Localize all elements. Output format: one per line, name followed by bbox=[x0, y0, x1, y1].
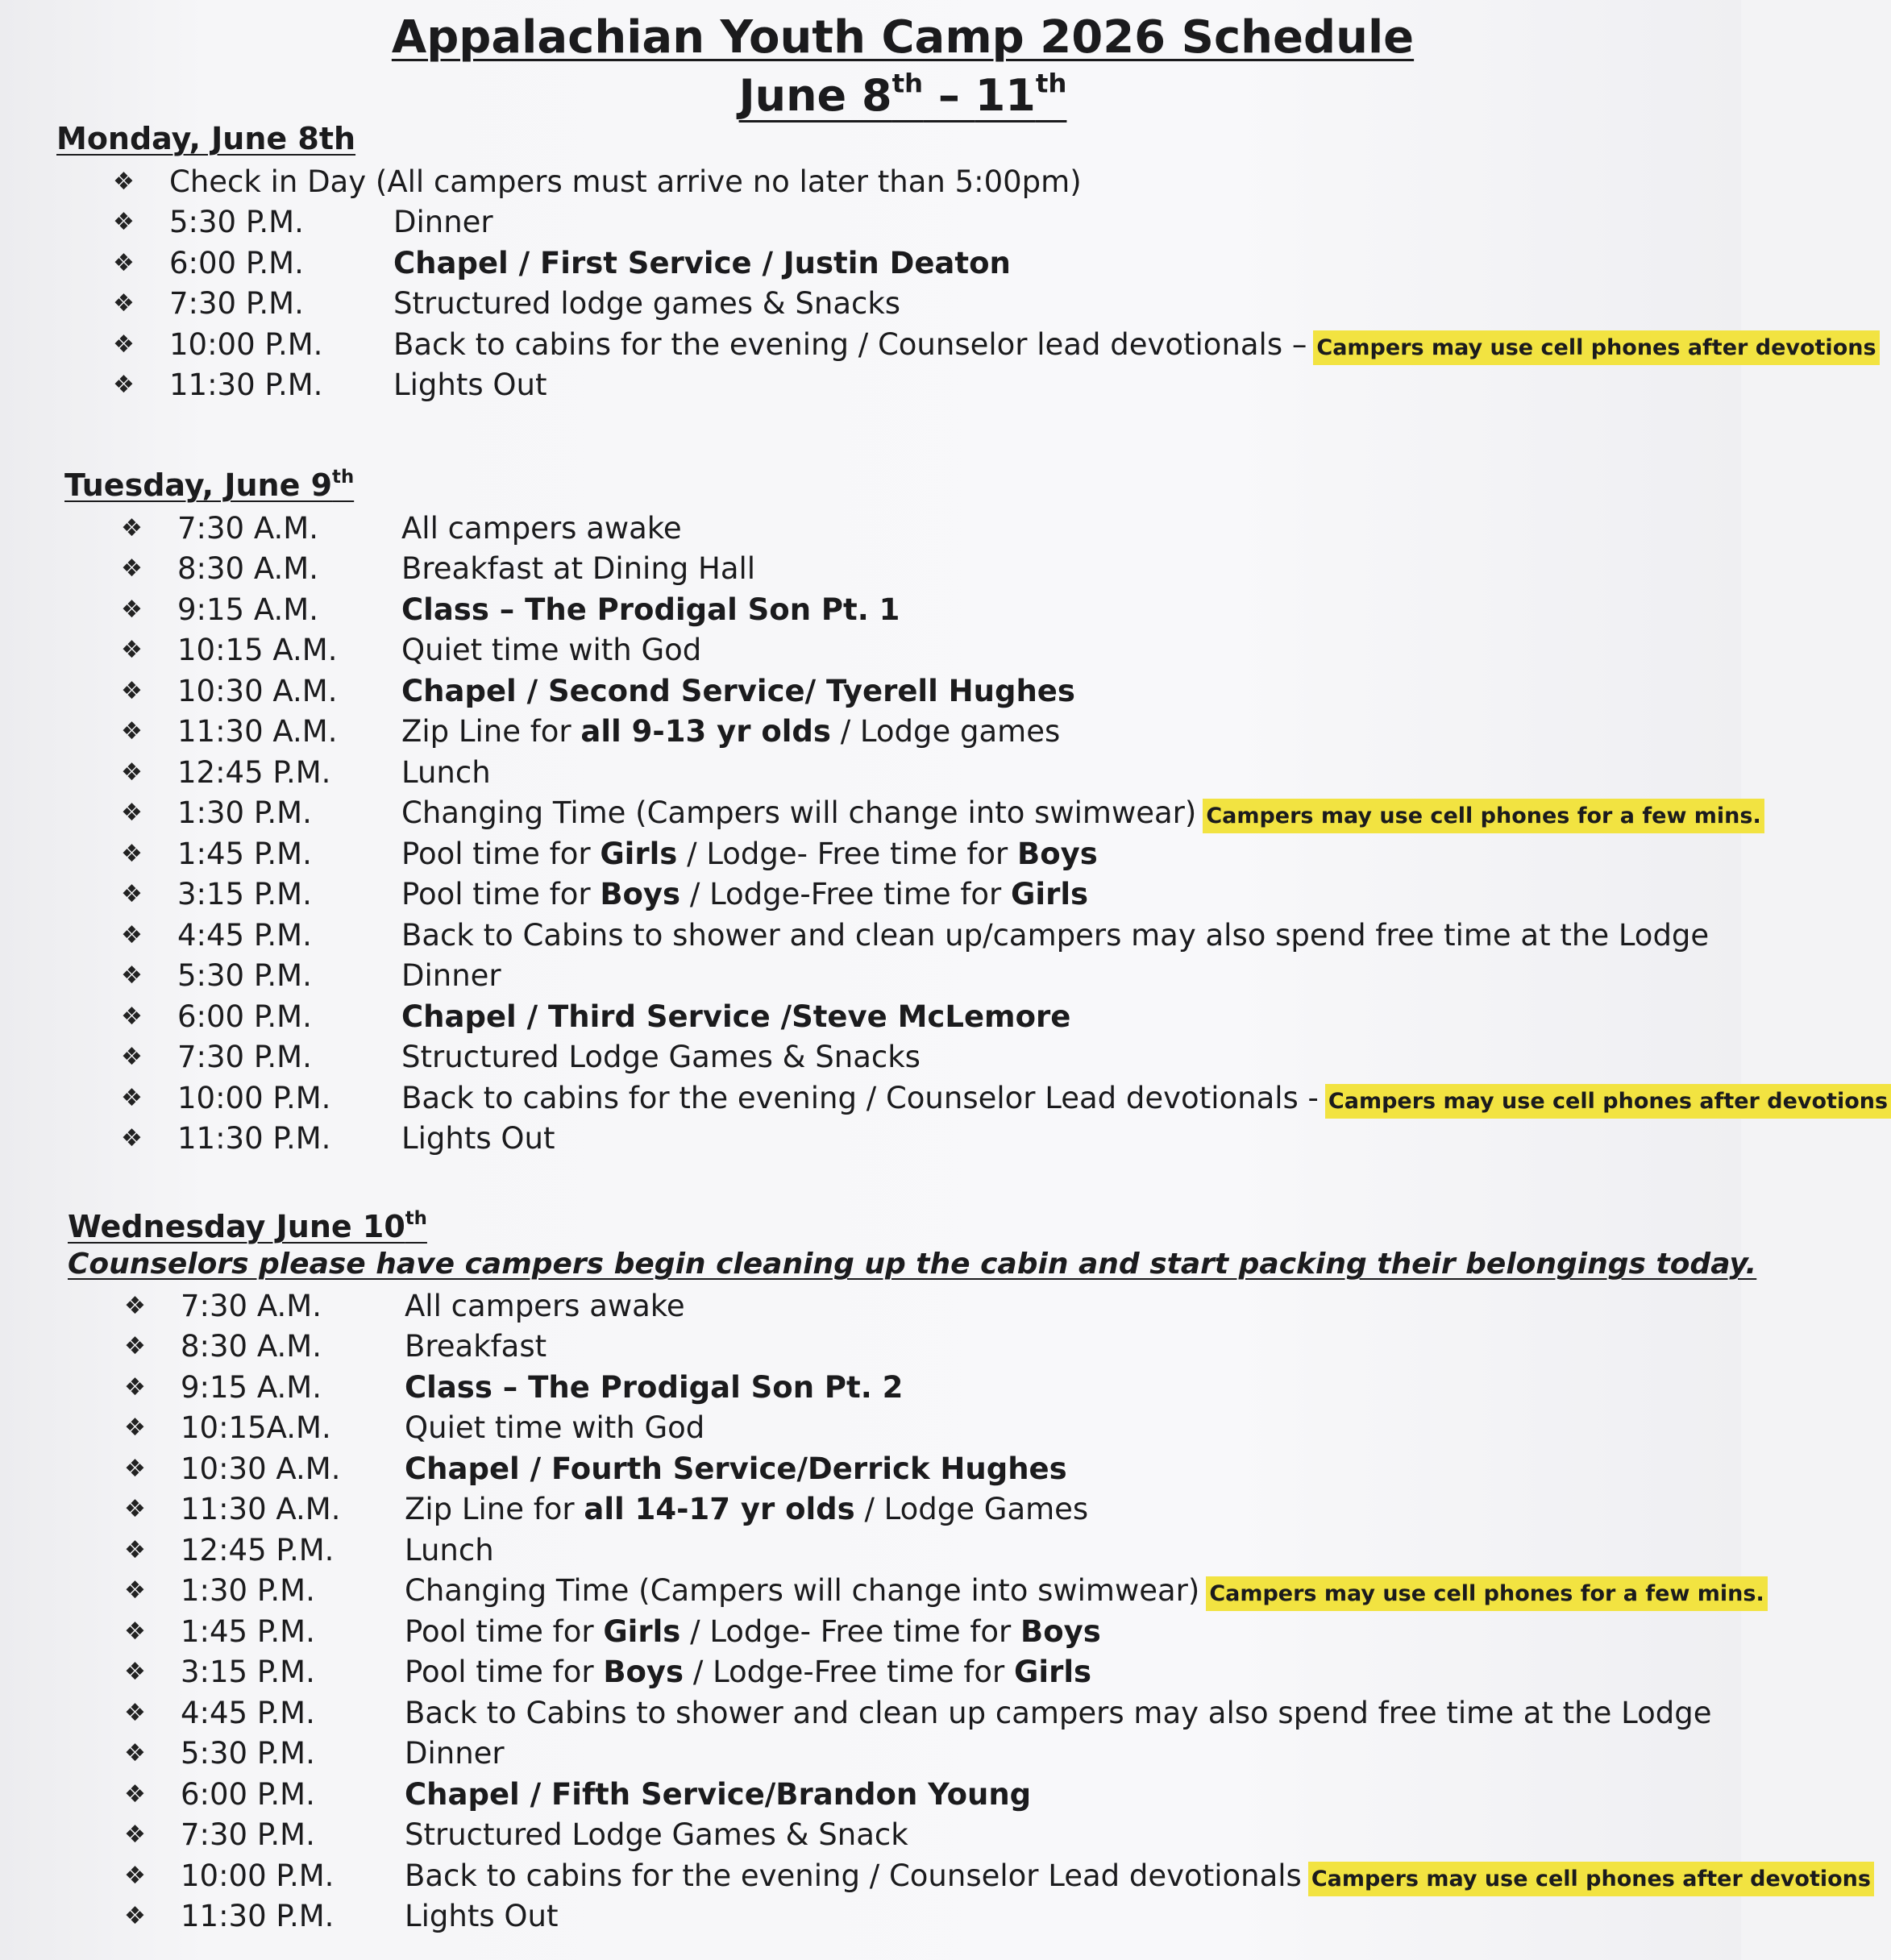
description-text: All campers awake bbox=[405, 1288, 685, 1323]
schedule-time: 6:00 P.M. bbox=[169, 245, 304, 280]
date-end: 11 bbox=[975, 70, 1036, 121]
schedule-item bbox=[64, 589, 1891, 630]
day-heading bbox=[64, 467, 354, 503]
schedule-description bbox=[401, 755, 491, 790]
bullet-icon: ❖ bbox=[124, 1617, 146, 1646]
day-heading-sup: th bbox=[332, 467, 355, 488]
emphasis-text: Class – The Prodigal Son Pt. 1 bbox=[401, 592, 900, 627]
schedule-description bbox=[401, 714, 1060, 749]
schedule-description bbox=[405, 1696, 1711, 1730]
date-end-sup: th bbox=[1035, 68, 1067, 99]
title-block bbox=[0, 11, 1741, 121]
schedule-description bbox=[405, 1777, 1031, 1812]
date-range-text bbox=[739, 70, 1067, 121]
description-text: / Lodge-Free time for bbox=[684, 1655, 1015, 1690]
schedule-description bbox=[401, 918, 1709, 953]
schedule-item bbox=[64, 874, 1891, 916]
counselor-note: Counselors please have campers begin cleaning up the cabin and start packing their belongings today. bbox=[68, 1248, 1757, 1281]
phone-notice-highlight: Campers may use cell phones for a few mins. bbox=[1206, 1576, 1767, 1611]
description-text: Changing Time (Campers will change into swimwear) bbox=[401, 795, 1197, 831]
schedule-item bbox=[64, 996, 1891, 1037]
schedule-item bbox=[64, 752, 1891, 793]
bullet-icon: ❖ bbox=[124, 1576, 146, 1605]
checkin-text: Check in Day (All campers must arrive no later than 5:00pm) bbox=[169, 164, 1082, 199]
schedule-time: 3:15 P.M. bbox=[181, 1655, 315, 1690]
schedule-time: 12:45 P.M. bbox=[177, 754, 331, 790]
emphasis-text: Chapel / Third Service /Steve McLemore bbox=[401, 999, 1071, 1034]
phone-notice-highlight: Campers may use cell phones after devotions bbox=[1325, 1084, 1891, 1119]
schedule-description bbox=[401, 999, 1070, 1034]
bullet-icon: ❖ bbox=[121, 717, 143, 746]
schedule-item bbox=[68, 1448, 1874, 1489]
schedule-item bbox=[68, 1367, 1874, 1408]
description-text: / Lodge- Free time for bbox=[680, 1613, 1021, 1649]
schedule-item bbox=[64, 793, 1891, 834]
schedule-description bbox=[405, 1289, 685, 1323]
schedule-item bbox=[64, 1037, 1891, 1078]
emphasis-text: all 9-13 yr olds bbox=[580, 714, 831, 750]
schedule-time: 10:30 A.M. bbox=[177, 673, 338, 708]
schedule-item bbox=[68, 1896, 1874, 1937]
description-text: Back to cabins for the evening / Counselor Lead devotionals bbox=[405, 1858, 1302, 1893]
schedule-description bbox=[393, 205, 493, 239]
schedule-time: 5:30 P.M. bbox=[181, 1736, 315, 1771]
schedule-item bbox=[68, 1408, 1874, 1449]
schedule-item bbox=[64, 833, 1891, 874]
bullet-icon: ❖ bbox=[121, 554, 143, 583]
schedule-description bbox=[401, 592, 900, 627]
schedule-description bbox=[393, 368, 547, 402]
bullet-icon: ❖ bbox=[121, 1043, 143, 1072]
day-section-wednesday bbox=[68, 1209, 1874, 1937]
description-text: All campers awake bbox=[401, 510, 682, 546]
schedule-time: 10:00 P.M. bbox=[169, 326, 323, 362]
bullet-icon: ❖ bbox=[121, 961, 143, 990]
schedule-description bbox=[405, 1492, 1088, 1526]
day-heading-text: Tuesday, June 9 bbox=[64, 467, 333, 503]
emphasis-text: Girls bbox=[603, 1613, 681, 1649]
schedule-item bbox=[64, 712, 1891, 753]
page-title: Appalachian Youth Camp 2026 Schedule bbox=[391, 11, 1415, 64]
phone-notice-highlight: Campers may use cell phones after devotions bbox=[1308, 1862, 1874, 1896]
schedule-item bbox=[68, 1855, 1874, 1896]
emphasis-text: Boys bbox=[1020, 1613, 1101, 1649]
bullet-icon: ❖ bbox=[121, 758, 143, 787]
description-text: Changing Time (Campers will change into swimwear) bbox=[405, 1573, 1200, 1609]
bullet-icon: ❖ bbox=[124, 1821, 146, 1850]
emphasis-text: all 14-17 yr olds bbox=[584, 1492, 855, 1527]
bullet-icon: ❖ bbox=[121, 920, 143, 949]
description-text: / Lodge- Free time for bbox=[677, 836, 1018, 871]
schedule-description bbox=[401, 795, 1764, 830]
schedule-item bbox=[64, 1119, 1891, 1160]
bullet-icon: ❖ bbox=[121, 513, 143, 542]
bullet-icon: ❖ bbox=[121, 595, 143, 624]
schedule-description bbox=[405, 1817, 908, 1852]
description-text: Zip Line for bbox=[405, 1492, 584, 1527]
description-text: Zip Line for bbox=[401, 714, 581, 750]
description-text: Back to cabins for the evening / Counselor Lead devotionals - bbox=[401, 1080, 1319, 1115]
schedule-description bbox=[401, 674, 1075, 708]
schedule-item bbox=[68, 1327, 1874, 1368]
bullet-icon: ❖ bbox=[121, 1002, 143, 1031]
emphasis-text: Boys bbox=[1017, 836, 1098, 871]
bullet-icon: ❖ bbox=[124, 1779, 146, 1808]
schedule-time: 10:15A.M. bbox=[181, 1410, 331, 1446]
schedule-time: 9:15 A.M. bbox=[181, 1369, 322, 1405]
phone-notice-highlight: Campers may use cell phones for a few mins. bbox=[1203, 799, 1764, 833]
schedule-time: 10:30 A.M. bbox=[181, 1451, 341, 1486]
schedule-description bbox=[401, 633, 701, 667]
schedule-time: 1:30 P.M. bbox=[181, 1573, 315, 1609]
bullet-icon: ❖ bbox=[121, 1083, 143, 1112]
description-text: Quiet time with God bbox=[401, 633, 702, 668]
schedule-description bbox=[401, 1040, 921, 1074]
schedule-item bbox=[64, 915, 1891, 956]
description-text: Structured Lodge Games & Snack bbox=[405, 1817, 908, 1853]
schedule-description bbox=[405, 1614, 1101, 1649]
schedule-description bbox=[405, 1410, 704, 1445]
day-heading-text: Monday, June 8th bbox=[56, 121, 356, 156]
schedule-time: 3:15 P.M. bbox=[177, 877, 312, 912]
schedule-time: 6:00 P.M. bbox=[181, 1776, 315, 1812]
emphasis-text: Chapel / Fifth Service/Brandon Young bbox=[405, 1776, 1032, 1812]
schedule-item bbox=[64, 549, 1891, 590]
date-dash: – bbox=[923, 70, 975, 121]
schedule-description bbox=[405, 1899, 558, 1933]
schedule-time: 8:30 A.M. bbox=[181, 1329, 322, 1364]
bullet-icon: ❖ bbox=[124, 1332, 146, 1361]
description-text: Structured lodge games & Snacks bbox=[393, 286, 901, 322]
description-text: Dinner bbox=[401, 958, 501, 994]
description-text: Dinner bbox=[393, 205, 493, 240]
schedule-description bbox=[393, 246, 1011, 280]
description-text: / Lodge Games bbox=[854, 1492, 1089, 1527]
description-text: Back to cabins for the evening / Counselor lead devotionals – bbox=[393, 326, 1307, 362]
schedule-item bbox=[68, 1530, 1874, 1571]
schedule-description bbox=[401, 1081, 1891, 1115]
bullet-icon: ❖ bbox=[121, 799, 143, 828]
schedule-item bbox=[56, 243, 1880, 284]
schedule-list bbox=[56, 161, 1880, 405]
day-heading bbox=[56, 121, 355, 156]
schedule-description bbox=[401, 551, 755, 586]
description-text: Lights Out bbox=[405, 1899, 559, 1934]
schedule-time: 11:30 A.M. bbox=[177, 714, 338, 750]
schedule-item bbox=[68, 1734, 1874, 1775]
schedule-time: 4:45 P.M. bbox=[181, 1695, 315, 1730]
phone-notice-highlight: Campers may use cell phones after devotions bbox=[1313, 330, 1879, 365]
schedule-description bbox=[401, 958, 501, 993]
description-text: Dinner bbox=[405, 1736, 505, 1771]
schedule-description bbox=[401, 511, 682, 546]
bullet-icon: ❖ bbox=[124, 1454, 146, 1483]
schedule-description bbox=[405, 1736, 505, 1771]
schedule-time: 5:30 P.M. bbox=[177, 958, 312, 994]
description-text: Pool time for bbox=[401, 836, 601, 871]
bullet-icon: ❖ bbox=[121, 676, 143, 705]
checkin-row bbox=[56, 161, 1880, 202]
bullet-icon: ❖ bbox=[113, 330, 135, 359]
day-section-monday bbox=[56, 121, 1880, 405]
bullet-icon: ❖ bbox=[113, 167, 135, 196]
schedule-description bbox=[401, 877, 1088, 911]
description-text: Breakfast bbox=[405, 1329, 547, 1364]
schedule-time: 1:30 P.M. bbox=[177, 795, 312, 831]
schedule-time: 7:30 P.M. bbox=[169, 286, 304, 322]
emphasis-text: Chapel / First Service / Justin Deaton bbox=[393, 245, 1011, 280]
emphasis-text: Girls bbox=[1014, 1655, 1092, 1690]
schedule-time: 8:30 A.M. bbox=[177, 551, 318, 587]
schedule-item bbox=[64, 630, 1891, 671]
bullet-icon: ❖ bbox=[124, 1372, 146, 1401]
schedule-item bbox=[56, 284, 1880, 325]
description-text: Pool time for bbox=[405, 1613, 604, 1649]
schedule-time: 12:45 P.M. bbox=[181, 1532, 335, 1568]
bullet-icon: ❖ bbox=[124, 1739, 146, 1768]
bullet-icon: ❖ bbox=[113, 289, 135, 318]
schedule-item bbox=[68, 1489, 1874, 1530]
schedule-item bbox=[68, 1611, 1874, 1652]
date-start-sup: th bbox=[891, 68, 924, 99]
bullet-icon: ❖ bbox=[124, 1902, 146, 1931]
schedule-item bbox=[56, 324, 1880, 365]
schedule-item bbox=[64, 956, 1891, 997]
day-heading-sup: th bbox=[405, 1208, 427, 1230]
schedule-item bbox=[56, 365, 1880, 406]
schedule-item bbox=[68, 1285, 1874, 1327]
schedule-description bbox=[405, 1451, 1067, 1486]
bullet-icon: ❖ bbox=[113, 248, 135, 277]
bullet-icon: ❖ bbox=[124, 1495, 146, 1524]
schedule-description bbox=[393, 286, 900, 321]
bullet-icon: ❖ bbox=[121, 839, 143, 868]
bullet-icon: ❖ bbox=[124, 1658, 146, 1687]
schedule-list bbox=[68, 1285, 1874, 1937]
schedule-time: 6:00 P.M. bbox=[177, 999, 312, 1034]
schedule-description bbox=[405, 1858, 1874, 1893]
bullet-icon: ❖ bbox=[121, 1124, 143, 1153]
schedule-description bbox=[401, 837, 1098, 871]
schedule-time: 7:30 A.M. bbox=[177, 510, 318, 546]
description-text: Structured Lodge Games & Snacks bbox=[401, 1040, 921, 1075]
schedule-time: 7:30 A.M. bbox=[181, 1288, 322, 1323]
description-text: Pool time for bbox=[401, 877, 601, 912]
description-text: Lunch bbox=[401, 754, 491, 790]
day-section-tuesday bbox=[64, 467, 1891, 1159]
description-text: Lunch bbox=[405, 1532, 494, 1568]
schedule-item bbox=[64, 671, 1891, 712]
emphasis-text: Boys bbox=[600, 877, 681, 912]
emphasis-text: Girls bbox=[600, 836, 678, 871]
schedule-time: 10:15 A.M. bbox=[177, 633, 338, 668]
bullet-icon: ❖ bbox=[124, 1698, 146, 1727]
emphasis-text: Chapel / Fourth Service/Derrick Hughes bbox=[405, 1451, 1067, 1486]
description-text: Quiet time with God bbox=[405, 1410, 705, 1446]
day-heading-text: Wednesday June 10 bbox=[68, 1209, 405, 1244]
description-text: Back to Cabins to shower and clean up campers may also spend free time at the Lodge bbox=[405, 1695, 1712, 1730]
schedule-item bbox=[68, 1571, 1874, 1612]
bullet-icon: ❖ bbox=[124, 1861, 146, 1890]
bullet-icon: ❖ bbox=[113, 208, 135, 237]
emphasis-text: Chapel / Second Service/ Tyerell Hughes bbox=[401, 673, 1075, 708]
schedule-time: 4:45 P.M. bbox=[177, 917, 312, 953]
schedule-time: 10:00 P.M. bbox=[181, 1858, 335, 1893]
schedule-description bbox=[405, 1573, 1768, 1608]
schedule-item bbox=[56, 202, 1880, 243]
schedule-description bbox=[405, 1370, 903, 1405]
schedule-time: 1:45 P.M. bbox=[177, 836, 312, 871]
schedule-item bbox=[68, 1692, 1874, 1734]
schedule-item bbox=[68, 1652, 1874, 1693]
bullet-icon: ❖ bbox=[121, 636, 143, 665]
schedule-description bbox=[405, 1655, 1091, 1689]
description-text: Lights Out bbox=[393, 368, 547, 403]
bullet-icon: ❖ bbox=[121, 880, 143, 909]
schedule-description bbox=[393, 327, 1880, 362]
schedule-description bbox=[401, 1121, 555, 1156]
schedule-time: 1:45 P.M. bbox=[181, 1613, 315, 1649]
description-text: Pool time for bbox=[405, 1655, 604, 1690]
schedule-time: 5:30 P.M. bbox=[169, 205, 304, 240]
date-start: June 8 bbox=[738, 70, 892, 121]
emphasis-text: Boys bbox=[603, 1655, 684, 1690]
description-text: Lights Out bbox=[401, 1121, 555, 1156]
description-text: Breakfast at Dining Hall bbox=[401, 551, 756, 587]
schedule-item bbox=[68, 1815, 1874, 1856]
emphasis-text: Class – The Prodigal Son Pt. 2 bbox=[405, 1369, 904, 1405]
emphasis-text: Girls bbox=[1011, 877, 1089, 912]
schedule-time: 11:30 P.M. bbox=[181, 1899, 335, 1934]
bullet-icon: ❖ bbox=[124, 1535, 146, 1564]
date-range bbox=[64, 70, 1741, 121]
schedule-item bbox=[68, 1774, 1874, 1815]
day-heading bbox=[68, 1209, 427, 1244]
schedule-time: 9:15 A.M. bbox=[177, 592, 318, 627]
schedule-list bbox=[64, 508, 1891, 1159]
schedule-time: 11:30 P.M. bbox=[177, 1121, 331, 1156]
schedule-description bbox=[405, 1329, 547, 1364]
description-text: / Lodge games bbox=[830, 714, 1061, 750]
bullet-icon: ❖ bbox=[113, 371, 135, 400]
bullet-icon: ❖ bbox=[124, 1414, 146, 1443]
schedule-time: 10:00 P.M. bbox=[177, 1080, 331, 1115]
schedule-time: 7:30 P.M. bbox=[177, 1040, 312, 1075]
description-text: / Lodge-Free time for bbox=[680, 877, 1012, 912]
schedule-item bbox=[64, 1078, 1891, 1119]
bullet-icon: ❖ bbox=[124, 1291, 146, 1320]
schedule-description bbox=[405, 1533, 494, 1568]
description-text: Back to Cabins to shower and clean up/campers may also spend free time at the Lodge bbox=[401, 917, 1710, 953]
schedule-item bbox=[64, 508, 1891, 549]
schedule-time: 11:30 A.M. bbox=[181, 1492, 341, 1527]
schedule-time: 11:30 P.M. bbox=[169, 368, 323, 403]
schedule-time: 7:30 P.M. bbox=[181, 1817, 315, 1853]
